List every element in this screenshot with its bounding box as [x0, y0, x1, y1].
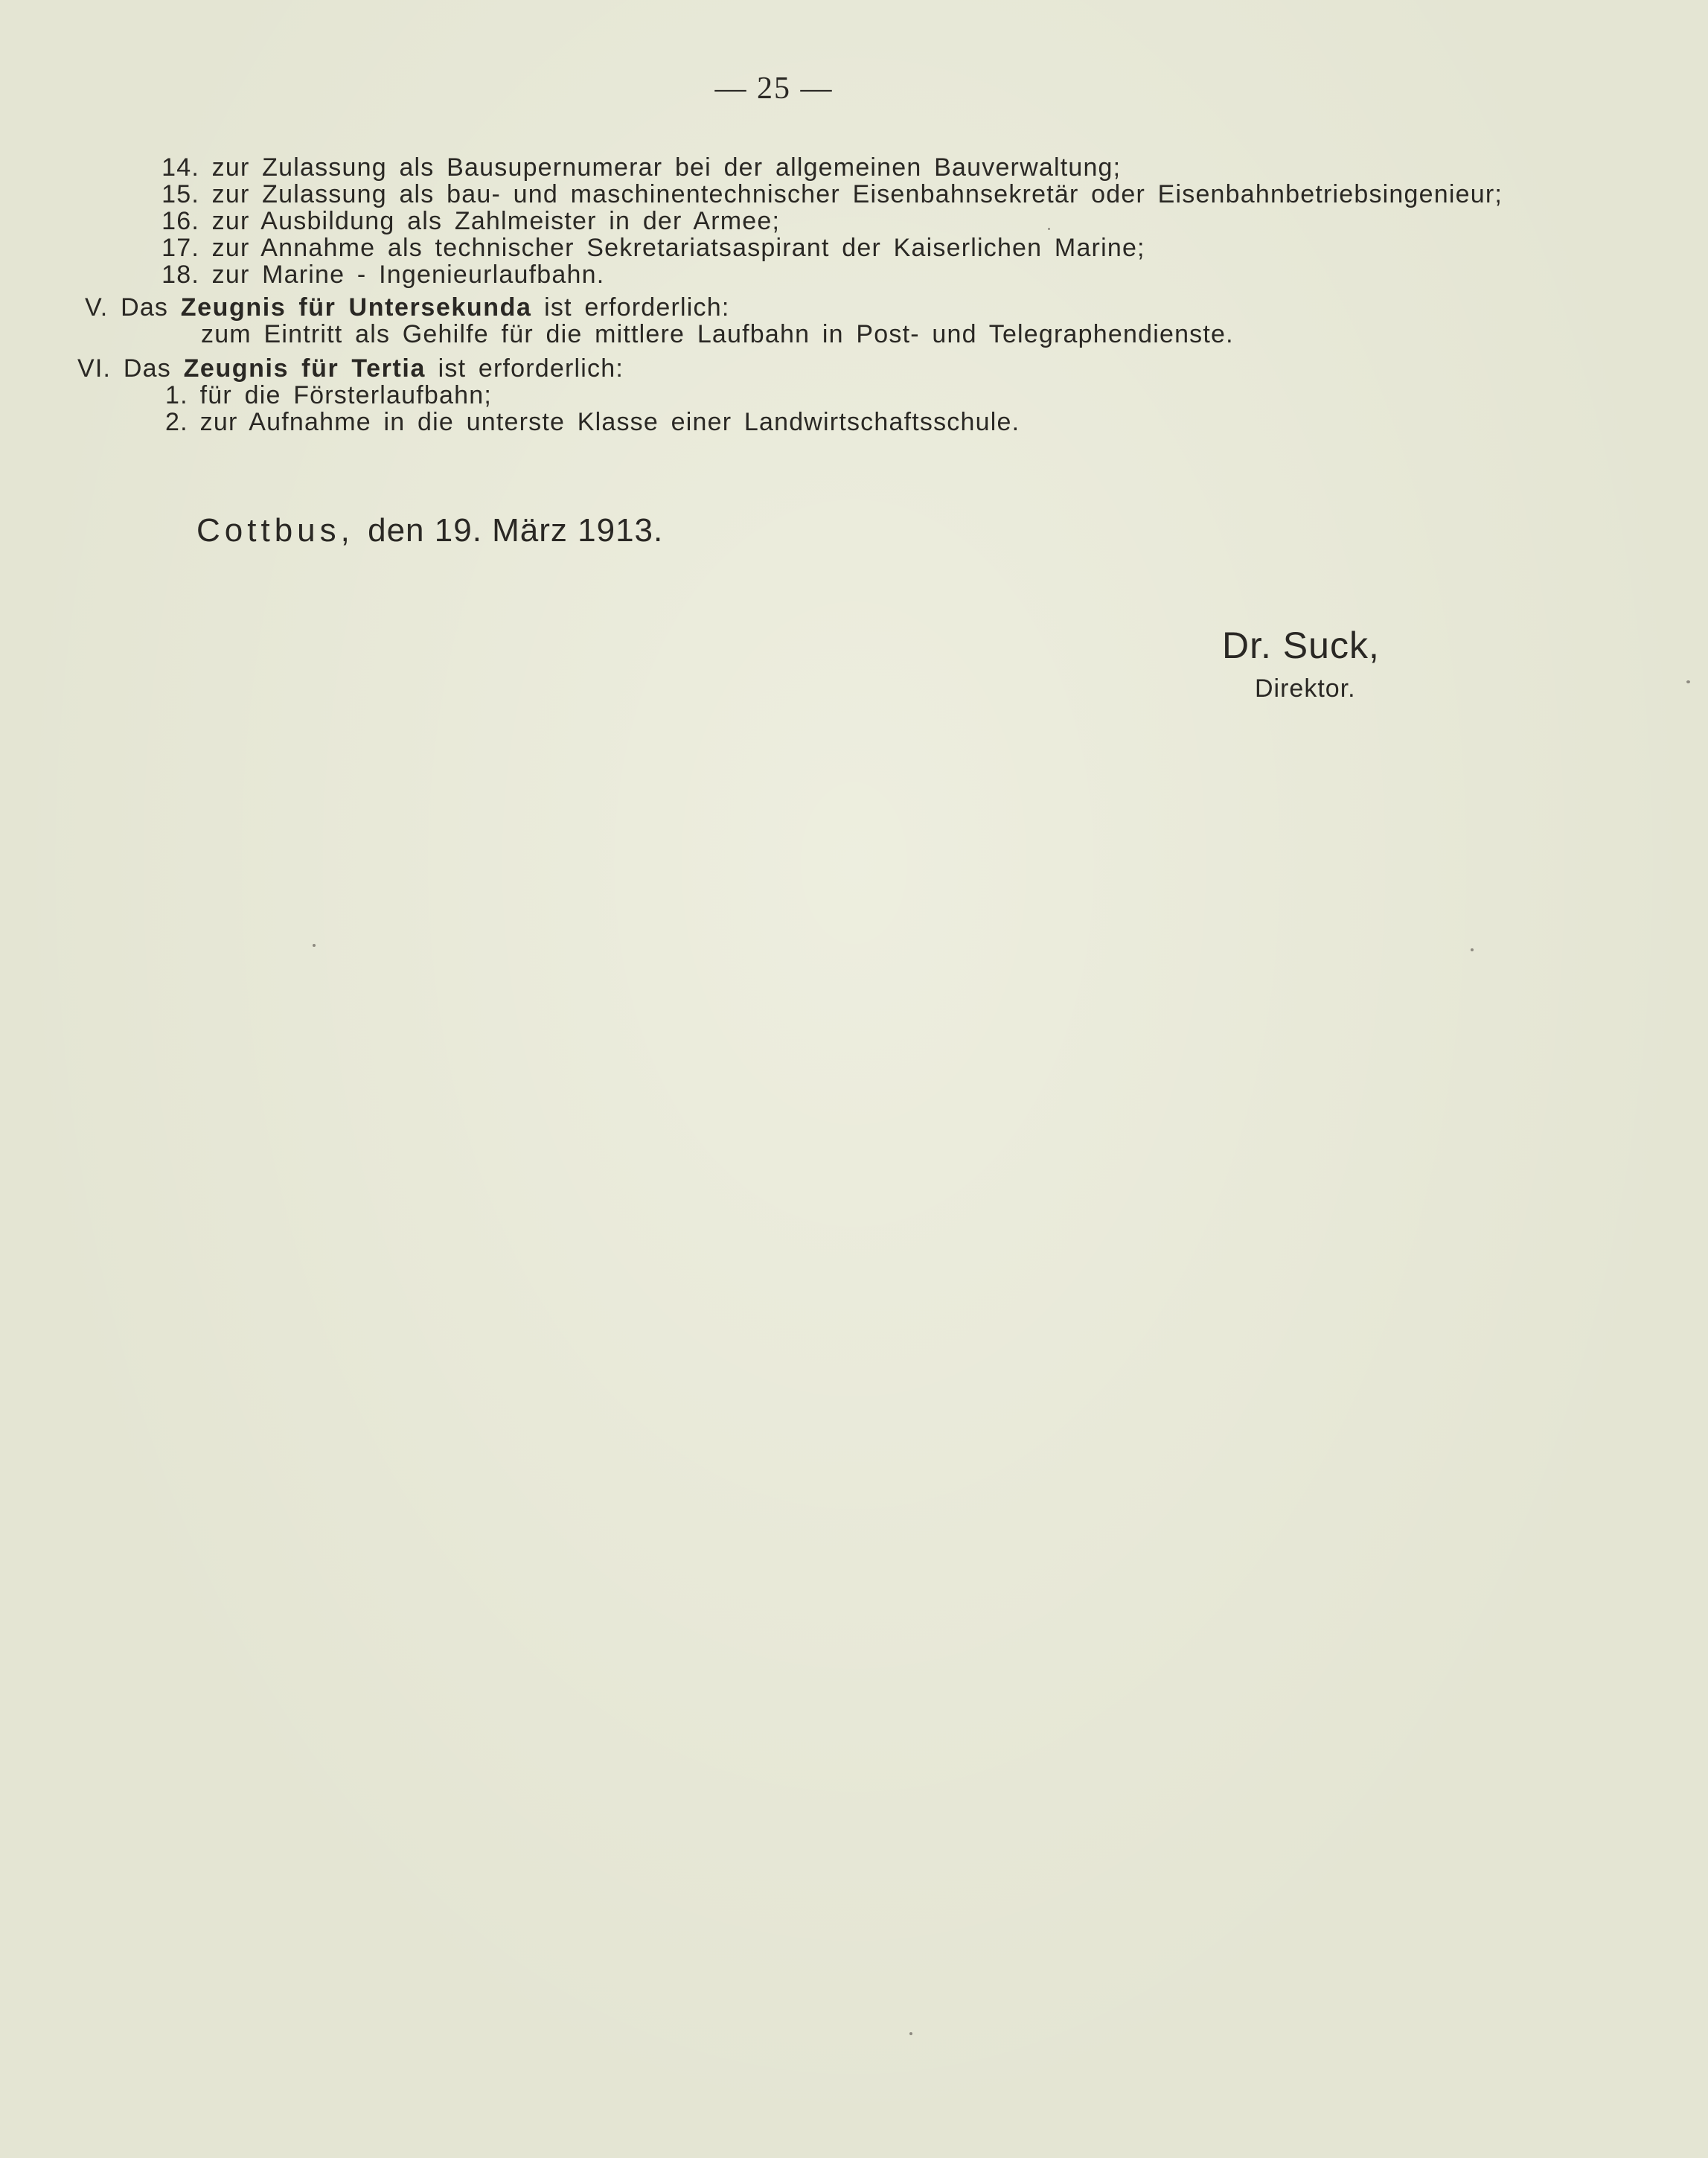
list-item — [165, 381, 492, 409]
section-vi-prefix: Das — [123, 354, 171, 383]
section-vi-bold: Zeugnis für Tertia — [183, 354, 426, 383]
date: den 19. März 1913. — [368, 512, 664, 549]
section-vi-suffix: ist erforderlich: — [438, 354, 624, 383]
signature-name: Dr. Suck, — [1222, 625, 1380, 666]
list-item-number: 1. — [165, 381, 188, 409]
place-date — [196, 512, 663, 549]
list-item-number: 17. — [161, 234, 199, 262]
list-item — [158, 207, 780, 235]
paper-speck — [1048, 228, 1050, 230]
section-v-suffix: ist erforderlich: — [544, 293, 730, 322]
list-item-text: zur Aufnahme in die unterste Klasse einer Landwirtschaftsschule. — [199, 408, 1020, 436]
list-item-text: zur Zulassung als bau- und maschinentechnischer Eisenbahnsekretär oder Eisenbahnbetriebsingenieur; — [211, 180, 1503, 208]
list-item-text: zur Annahme als technischer Sekretariatsaspirant der Kaiserlichen Marine; — [211, 234, 1145, 262]
paper-speck — [909, 2032, 912, 2035]
paper-speck — [1471, 948, 1474, 951]
list-item-number: 16. — [161, 207, 199, 235]
list-item — [158, 261, 604, 289]
section-v-prefix: Das — [121, 293, 169, 322]
list-item-text: zur Marine - Ingenieurlaufbahn. — [211, 261, 605, 289]
section-v-heading — [85, 293, 730, 322]
paper-speck — [313, 944, 316, 947]
place: Cottbus, — [196, 512, 354, 549]
section-vi-heading — [77, 354, 624, 383]
list-item-text: zur Ausbildung als Zahlmeister in der Armee; — [211, 207, 781, 235]
section-v-numeral: V. — [85, 293, 109, 322]
list-item-number: 14. — [161, 153, 199, 182]
page-number: — 25 — — [714, 71, 834, 106]
section-v-text: zum Eintritt als Gehilfe für die mittlere Laufbahn in Post- und Telegraphendienste. — [201, 320, 1234, 348]
list-item — [158, 234, 1145, 262]
list-item-text: für die Försterlaufbahn; — [199, 381, 492, 409]
section-v-bold: Zeugnis für Untersekunda — [180, 293, 532, 322]
list-item-number: 15. — [161, 180, 199, 208]
list-item — [165, 408, 1020, 436]
list-item-text: zur Zulassung als Bausupernumerar bei der allgemeinen Bauverwaltung; — [211, 153, 1122, 182]
list-item — [158, 180, 1503, 208]
signature-title: Direktor. — [1255, 674, 1356, 703]
section-vi-numeral: VI. — [77, 354, 112, 383]
list-item-number: 18. — [161, 261, 199, 289]
list-item — [158, 153, 1121, 182]
list-item-number: 2. — [165, 408, 188, 436]
paper-speck — [1686, 680, 1690, 683]
